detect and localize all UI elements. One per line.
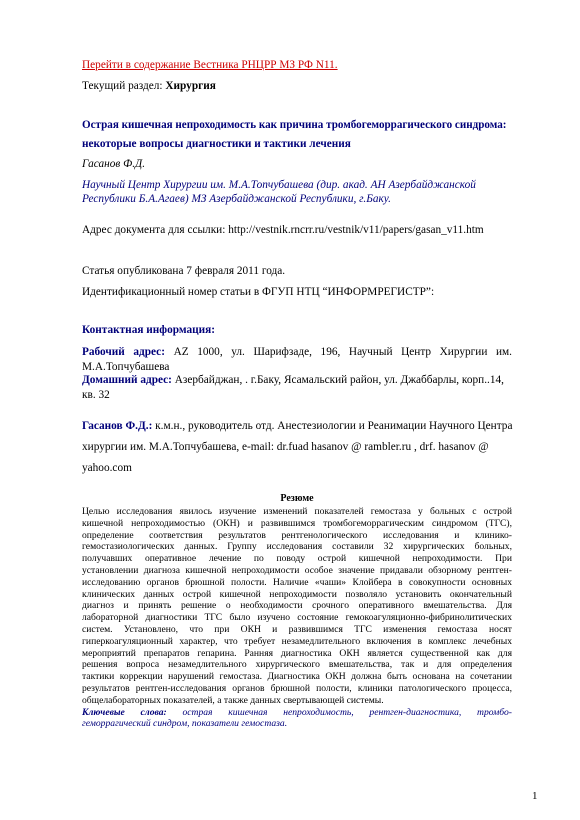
document-address — [82, 223, 484, 238]
abstract-line: лабораторной диагностики ТГС было изучено состояние гемокоагуляционно-фибринолитических — [82, 612, 512, 624]
contents-link[interactable] — [82, 58, 338, 73]
article-id-number: Идентификационный номер статьи в ФГУП НТЦ “ИНФОРМРЕГИСТР”: — [82, 286, 435, 298]
abstract-line: установлении диагноза кишечной непроходимости особое значение придавали обзорному рентген- — [82, 564, 512, 576]
publication-date: Статья опубликована 7 февраля 2011 года. — [82, 265, 286, 277]
author: Гасанов Ф.Д. — [82, 158, 146, 170]
author-info-name: Гасанов Ф.Д.: — [82, 420, 153, 432]
abstract-line: мероприятий препаратов гепарина. Ранняя диагностика ОКН является существенной как для — [82, 647, 512, 659]
home-address — [82, 373, 512, 403]
home-address-label: Домашний адрес: — [82, 374, 172, 386]
abstract-heading: Резюме — [280, 493, 314, 504]
author-info-line3: yahoo.com — [82, 462, 132, 474]
author-info-line1 — [82, 419, 512, 434]
address-label: Адрес документа для ссылки: — [82, 224, 226, 236]
current-section — [82, 79, 216, 94]
abstract-line: систем. Установлено, что при ОКН и развившимся ТГС изменения гемостаза носят — [82, 623, 512, 635]
work-address-value: AZ 1000, ул. Шарифзаде, 196, Научный Центр Хирургии им. — [173, 346, 512, 358]
author-info-position: к.м.н., руководитель отд. Анестезиологии и Реанимации Научного Центра — [155, 420, 513, 432]
work-address-label: Рабочий адрес: — [82, 346, 165, 358]
abstract-line: диагноз и принять решение о необходимости срочного оперативного вмешательства. Для — [82, 600, 512, 612]
abstract-line: общелабораторных показателей, а также данных свертывающей системы. — [82, 694, 384, 706]
work-address-value-cont: М.А.Топчубашева — [82, 361, 170, 373]
home-address-value: Азербайджан, . г.Баку, Ясамальский район, ул. Джаббарлы, корп..14, — [174, 374, 504, 386]
work-address — [82, 345, 512, 375]
abstract-line: гемостазиологических данных. Группу исследования составили 32 хирургических больных, — [82, 541, 512, 553]
abstract-line: исследованию органов брюшной полости. Наличие «чаши» Клойбера в совокупности основных — [82, 576, 512, 588]
abstract-line: гиперкоагуляционный характер, что требует незамедлительного включения в комплекс лечебных — [82, 635, 512, 647]
contents-link-text[interactable]: Перейти в содержание Вестника РНЦРР МЗ РФ N11. — [82, 59, 338, 71]
affiliation-line1: Научный Центр Хирургии им. М.А.Топчубашева (дир. акад. АН Азербайджанской — [82, 179, 476, 191]
abstract-line: кишечной непроходимостью (ОКН) и развившимся тромбогеморрагическим синдромом (ТГС), — [82, 517, 512, 529]
abstract-line: Целью исследования явилось изучение изменений показателей гемостаза у больных с острой — [82, 506, 512, 517]
abstract-line: клинических данных острой кишечной непроходимости позволяло установить окончательный — [82, 588, 512, 600]
home-address-value-cont: кв. 32 — [82, 389, 110, 401]
page-number: 1 — [532, 790, 538, 802]
abstract-line: получавших оперативное лечение по поводу острой кишечной непроходимости. При — [82, 553, 512, 565]
abstract-line: решения вопроса незамедлительного хирургического вмешательства, так и для определения — [82, 659, 512, 671]
keywords-value: острая кишечная непроходимость, рентген-диагностика, тромбо- — [182, 706, 512, 718]
section-label: Текущий раздел: — [82, 80, 163, 92]
abstract-body — [82, 506, 512, 730]
affiliation-line2: Республики Б.А.Агаев) МЗ Азербайджанской Республики, г.Баку. — [82, 193, 391, 205]
section-value: Хирургия — [165, 80, 216, 92]
abstract-line: результатов рентген-исследования органов брюшной полости, клиники патологического процесса, — [82, 682, 512, 694]
keywords-line1 — [82, 707, 512, 719]
address-url: http://vestnik.rncrr.ru/vestnik/v11/papers/gasan_v11.htm — [228, 224, 484, 236]
author-info-line2: хирургии им. М.А.Топчубашева, e-mail: dr.fuad hasanov @ rambler.ru , drf. hasanov @ — [82, 441, 489, 453]
article-title-line1: Острая кишечная непроходимость как причина тромбогеморрагического синдрома: — [82, 119, 507, 131]
keywords-line2: геморрагический синдром, показатели гемостаза. — [82, 718, 288, 730]
contact-heading: Контактная информация: — [82, 324, 216, 336]
keywords-label: Ключевые слова: — [82, 706, 167, 718]
abstract-line: тактики коррекции нарушений гемостаза. Диагностика ОКН должна быть основана на сочетании — [82, 671, 512, 683]
abstract-line: определение соответствия результатов рентгенологического исследования и клинико- — [82, 529, 512, 541]
article-title-line2: некоторые вопросы диагностики и тактики лечения — [82, 138, 351, 150]
